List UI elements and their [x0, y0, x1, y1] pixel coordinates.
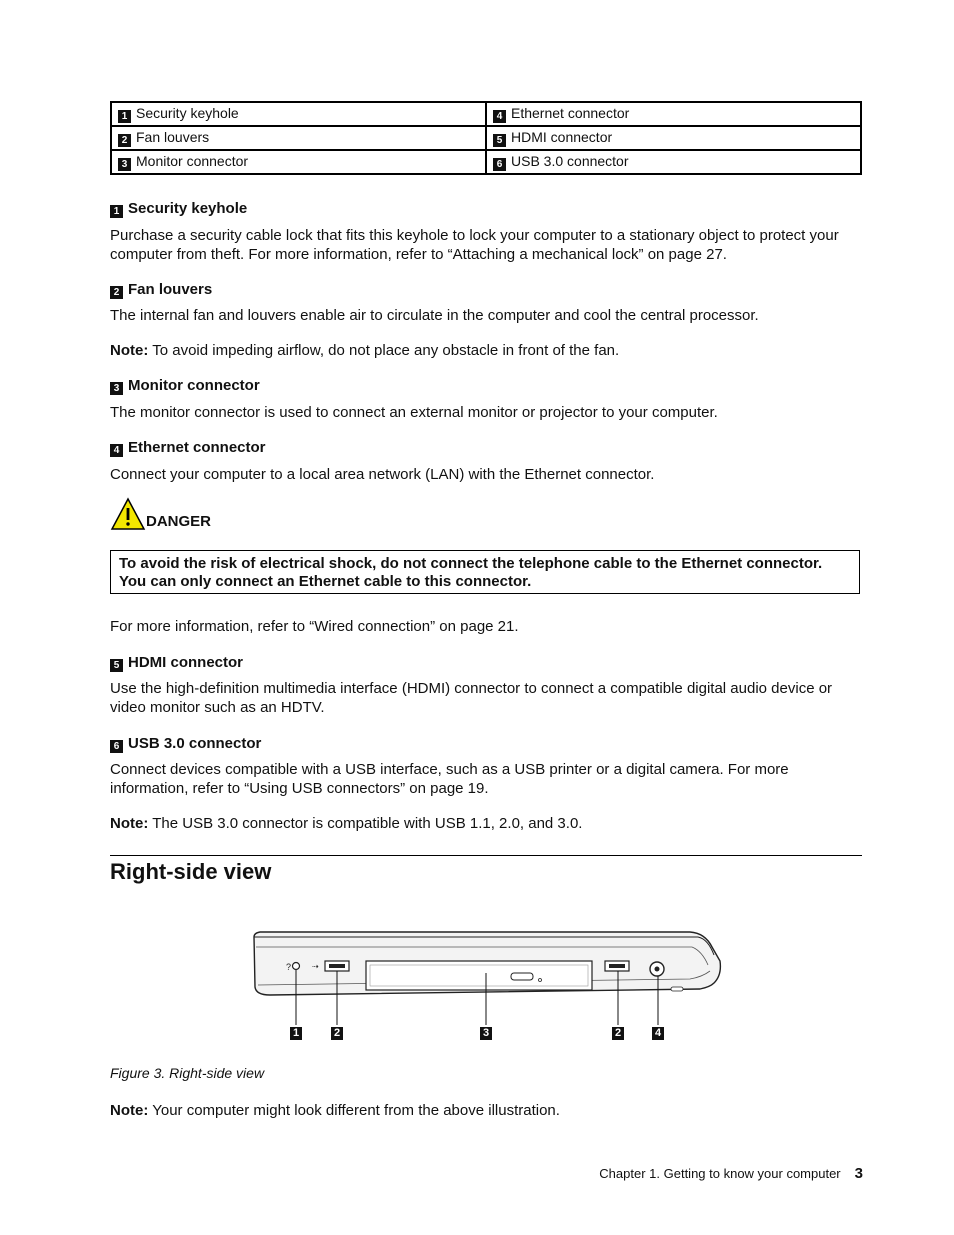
right-side-illustration	[250, 925, 725, 1030]
monitor-heading	[110, 377, 260, 395]
hdmi-heading	[110, 654, 243, 672]
usb-symbol-icon: ⇢	[312, 962, 319, 971]
legend-label: Monitor connector	[136, 153, 249, 169]
note-text: The USB 3.0 connector is compatible with USB 1.1, 2.0, and 3.0.	[148, 815, 583, 832]
audio-icon: ?	[286, 962, 292, 972]
fan-note	[110, 341, 860, 360]
page-number: 3	[854, 1165, 863, 1182]
legend-label: USB 3.0 connector	[511, 153, 629, 169]
legend-cell	[486, 150, 861, 174]
figure-callout-3: 3	[480, 1027, 492, 1040]
figure-callout-2: 2	[331, 1027, 343, 1040]
wired-reference: For more information, refer to “Wired connection” on page 21.	[110, 618, 519, 635]
danger-box: To avoid the risk of electrical shock, do not connect the telephone cable to the Ethernet connector. You can only connect an Ethernet cable to this connector.	[110, 550, 860, 594]
figure-callout-2: 2	[612, 1027, 624, 1040]
note-label: Note:	[110, 342, 149, 359]
usb-note	[110, 814, 860, 833]
legend-cell	[486, 126, 861, 150]
security-heading	[110, 200, 247, 218]
monitor-text: The monitor connector is used to connect an external monitor or projector to your computer.	[110, 404, 718, 421]
note-text: Your computer might look different from the above illustration.	[148, 1102, 560, 1119]
callout-number: 4	[493, 110, 506, 123]
ethernet-heading	[110, 439, 266, 457]
laptop-side-illustration	[250, 925, 725, 1025]
callout-number: 6	[110, 740, 123, 753]
fan-heading	[110, 281, 212, 299]
section-title: Right-side view	[110, 859, 272, 884]
callout-number: 5	[493, 134, 506, 147]
warning-icon	[110, 497, 146, 531]
callout-number: 2	[110, 286, 123, 299]
table-row	[111, 102, 861, 126]
hdmi-text: Use the high-definition multimedia interface (HDMI) connector to connect a compatible digital audio device or video monitor such as an HDTV.	[110, 680, 833, 716]
callout-number: 5	[110, 659, 123, 672]
legend-cell	[111, 126, 486, 150]
callout-number: 6	[493, 158, 506, 171]
callout-number: 3	[110, 382, 123, 395]
callout-number: 3	[118, 158, 131, 171]
security-text: Purchase a security cable lock that fits this keyhole to lock your computer to a stationary object to protect your computer from theft. For more information, refer to “Attaching a mechanical lock” on page 27.	[110, 227, 839, 263]
note-label: Note:	[110, 1102, 149, 1119]
heading-text: USB 3.0 connector	[128, 735, 262, 752]
legend-cell	[486, 102, 861, 126]
callout-number: 4	[110, 444, 123, 457]
ethernet-text: Connect your computer to a local area network (LAN) with the Ethernet connector.	[110, 466, 655, 483]
legend-label: Fan louvers	[136, 129, 210, 145]
callout-number: 2	[118, 134, 131, 147]
figure-caption: Figure 3. Right-side view	[110, 1065, 265, 1081]
section-divider	[110, 855, 862, 856]
chapter-label: Chapter 1. Getting to know your computer	[599, 1166, 841, 1181]
usb-heading	[110, 735, 261, 753]
heading-text: Security keyhole	[128, 200, 248, 217]
figure-callout-1: 1	[290, 1027, 302, 1040]
page-footer	[599, 1165, 863, 1182]
legend-label: Ethernet connector	[511, 105, 630, 121]
heading-text: HDMI connector	[128, 654, 244, 671]
fan-text: The internal fan and louvers enable air to circulate in the computer and cool the central processor.	[110, 307, 759, 324]
legend-cell	[111, 150, 486, 174]
callout-number: 1	[118, 110, 131, 123]
note-label: Note:	[110, 815, 149, 832]
heading-text: Ethernet connector	[128, 439, 266, 456]
figure-callout-4: 4	[652, 1027, 664, 1040]
legend-label: Security keyhole	[136, 105, 239, 121]
illustration-note	[110, 1101, 860, 1120]
legend-cell	[111, 102, 486, 126]
table-row	[111, 150, 861, 174]
usb-text: Connect devices compatible with a USB interface, such as a USB printer or a digital camera. For more information, refer to “Using USB connectors” on page 19.	[110, 761, 789, 797]
table-row	[111, 126, 861, 150]
danger-heading	[110, 497, 211, 531]
legend-label: HDMI connector	[511, 129, 613, 145]
danger-label: DANGER	[146, 513, 212, 530]
note-text: To avoid impeding airflow, do not place any obstacle in front of the fan.	[148, 342, 620, 359]
heading-text: Fan louvers	[128, 281, 213, 298]
heading-text: Monitor connector	[128, 377, 260, 394]
callout-number: 1	[110, 205, 123, 218]
legend-table	[110, 101, 862, 175]
